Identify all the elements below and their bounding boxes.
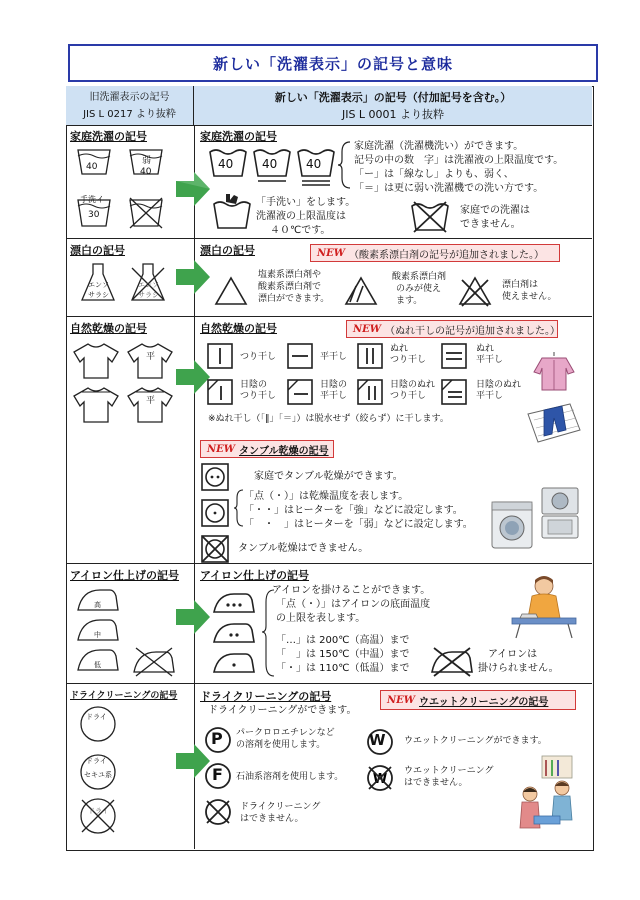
old-bleach-label: サラシ xyxy=(88,291,109,299)
svg-text:W: W xyxy=(372,772,388,787)
iron-temp-line: 「・」は 110℃（低温）まで xyxy=(276,663,410,674)
iron-temp-line: 「…」は 200℃（高温）まで xyxy=(276,635,410,646)
tumble-no-line: タンブル乾燥はできません。 xyxy=(238,543,369,554)
old-header-code: JIS L 0217 より抜粋 xyxy=(83,109,176,120)
arrow-icon xyxy=(176,172,212,206)
dry-new-banner xyxy=(346,320,558,338)
new-standard-header xyxy=(194,86,592,126)
old-handwash-temp: 30 xyxy=(88,210,100,220)
shade-drip-line-dry-icon xyxy=(356,378,384,406)
line-dry-label: つり干し xyxy=(240,352,277,362)
hand-wash-line: 「手洗い」をします。 xyxy=(256,197,356,208)
new-wash-title: 家庭洗濯の記号 xyxy=(200,130,277,143)
no-bleach-line: 使えません。 xyxy=(502,292,557,302)
wet-clean-new-banner xyxy=(380,690,576,710)
dryclean-p-line: の溶剤を使用します。 xyxy=(236,740,326,750)
old-no-wash-icon xyxy=(128,196,164,228)
old-wash-weak-label: 弱 xyxy=(142,156,152,166)
iron-temp-line: 「 」は 150℃（中温）まで xyxy=(276,649,410,660)
iron-mid-icon xyxy=(212,620,256,644)
tumble-new-banner xyxy=(200,440,334,458)
flat-dry-label: 平干し xyxy=(320,352,348,362)
oxygen-bleach-line: ます。 xyxy=(396,296,423,306)
wet-clean-title: ウエットクリーニングの記号 xyxy=(419,696,549,708)
shade-drip-flat-dry-icon xyxy=(440,378,468,406)
old-dry-title: 自然乾燥の記号 xyxy=(70,322,147,335)
brace-icon xyxy=(338,140,352,190)
oxygen-bleach-line: 酸素系漂白剤 xyxy=(392,272,447,282)
no-dryclean-icon xyxy=(204,798,232,826)
shade-flat-dry-icon xyxy=(286,378,314,406)
old-dryclean-label: ドライ xyxy=(86,757,107,765)
bleach-chlorine-line: 漂白ができます。 xyxy=(258,294,330,304)
hand-wash-line: 洗濯液の上限温度は xyxy=(256,211,346,222)
brace-icon xyxy=(234,488,244,528)
old-hang-dry-shirt-icon xyxy=(72,340,120,380)
wash-tub-temp: 40 xyxy=(218,157,234,171)
brace-icon xyxy=(262,588,276,678)
old-iron-label: 低 xyxy=(94,661,101,669)
tumble-line: 家庭でタンブル乾燥ができます。 xyxy=(254,471,403,482)
bleach-allowed-icon xyxy=(214,276,248,306)
shade-flat-dry-label: 日陰の 平干し xyxy=(320,380,348,401)
bleach-new-banner xyxy=(310,244,560,262)
drip-line-dry-label: ぬれ つり干し xyxy=(390,344,427,365)
wash-tub-very-weak-temp: 40 xyxy=(306,157,322,171)
oxygen-bleach-line: のみが使え xyxy=(396,284,442,294)
wash-desc-line: 「ー」は「線なし」よりも、弱く、 xyxy=(354,169,514,180)
old-iron-label: 高 xyxy=(94,601,101,609)
old-no-bleach-label: サラシ xyxy=(138,291,159,299)
no-iron-icon xyxy=(430,644,474,676)
old-wash-title: 家庭洗濯の記号 xyxy=(70,130,147,143)
no-iron-line: 掛けられません。 xyxy=(478,663,559,674)
drying-rack-illustration xyxy=(526,400,582,448)
shade-drip-line-dry-label: 日陰のぬれ つり干し xyxy=(390,380,436,401)
no-dryclean-line: はできません。 xyxy=(240,814,304,824)
drip-line-dry-icon xyxy=(356,342,384,370)
old-shade-dry-shirt-icon xyxy=(72,384,120,424)
ironing-person-illustration xyxy=(510,574,576,638)
no-tumble-dry-icon xyxy=(200,534,230,564)
old-bleach-label: エンソ xyxy=(88,281,109,289)
tumble-dry-low-icon xyxy=(200,498,230,528)
tumble-dry-high-icon xyxy=(200,462,230,492)
old-dryclean-title: ドライクリーニングの記号 xyxy=(70,691,178,701)
wash-tub-weak-temp: 40 xyxy=(262,157,278,171)
hanging-sweater-illustration xyxy=(532,350,576,394)
old-handwash-label: 手洗イ xyxy=(80,195,104,204)
hand-wash-line: ４０℃です。 xyxy=(270,225,331,236)
old-shade-flat-label: 平 xyxy=(146,396,156,406)
no-wash-icon xyxy=(410,200,450,232)
washer-dryer-illustration xyxy=(490,500,534,550)
no-wash-line: 家庭での洗濯は xyxy=(460,205,530,216)
old-wash-weak-temp: 40 xyxy=(140,167,152,177)
new-badge: NEW xyxy=(317,247,345,259)
old-flat-label: 平 xyxy=(146,352,156,362)
hand-wash-icon xyxy=(212,196,252,230)
shade-line-dry-icon xyxy=(206,378,234,406)
shade-line-dry-label: 日陰の つり干し xyxy=(240,380,277,401)
new-badge: NEW xyxy=(387,694,415,706)
dry-new-note: （ぬれ干しの記号が追加されました。） xyxy=(385,325,560,337)
line-dry-icon xyxy=(206,342,234,370)
bleach-new-note: （酸素系漂白剤の記号が追加されました。） xyxy=(349,249,544,261)
no-dryclean-line: ドライクリーニング xyxy=(240,802,321,812)
wet-dry-note: ※ぬれ干し（「‖」「＝」）は脱水せず（絞らず）に干します。 xyxy=(208,414,449,424)
no-bleach-line: 漂白剤は xyxy=(502,280,539,290)
old-no-iron-icon xyxy=(132,646,176,676)
dryclean-p-letter: P xyxy=(211,729,223,748)
old-bleach-title: 漂白の記号 xyxy=(70,244,125,257)
bleach-chlorine-line: 塩素系漂白剤や xyxy=(258,270,322,280)
no-bleach-icon xyxy=(458,276,492,306)
arrow-icon xyxy=(176,600,212,634)
drip-flat-dry-label: ぬれ 平干し xyxy=(476,344,504,365)
no-iron-line: アイロンは xyxy=(488,649,538,660)
iron-high-icon xyxy=(212,590,256,614)
tumble-line: 「 ・ 」はヒーターを「弱」などに設定します。 xyxy=(244,519,473,530)
no-wash-line: できません。 xyxy=(460,219,521,230)
wash-desc-line: 家庭洗濯（洗濯機洗い）ができます。 xyxy=(354,141,524,152)
old-wash-temp: 40 xyxy=(86,162,98,172)
old-header-title: 旧洗濯表示の記号 xyxy=(89,92,170,103)
new-badge: NEW xyxy=(207,443,235,455)
old-no-dryclean-label: ドライ xyxy=(88,807,109,815)
row-divider xyxy=(66,683,592,684)
wash-desc-line: 記号の中の数 字」は洗濯液の上限温度です。 xyxy=(354,155,564,166)
dryclean-f-line: 石油系溶剤を使用します。 xyxy=(236,772,344,782)
new-dry-title: 自然乾燥の記号 xyxy=(200,322,277,335)
old-iron-label: 中 xyxy=(94,631,101,639)
old-dryclean-label: ドライ xyxy=(86,713,107,721)
cleaning-shop-illustration xyxy=(514,756,580,836)
tumble-line: 「・・」はヒーターを「強」などに設定します。 xyxy=(244,505,463,516)
old-no-bleach-label: エンソ xyxy=(138,281,159,289)
drip-flat-dry-icon xyxy=(440,342,468,370)
page-title-box xyxy=(68,44,598,82)
old-dryclean-petroleum-label: セキユ系 xyxy=(84,771,112,779)
old-dryclean-icon xyxy=(76,704,120,744)
bleach-chlorine-line: 酸素系漂白剤で xyxy=(258,282,322,292)
oxygen-bleach-icon xyxy=(344,276,378,306)
tumble-line: 「点（・）」は乾燥温度を表します。 xyxy=(244,491,409,502)
new-header-code: JIS L 0001 より抜粋 xyxy=(341,108,445,121)
column-divider xyxy=(194,126,195,849)
iron-desc-line: アイロンを掛けることができます。 xyxy=(272,585,431,596)
arrow-icon xyxy=(176,260,212,294)
no-wet-clean-line: ウエットクリーニング xyxy=(404,766,494,776)
row-divider xyxy=(66,316,592,317)
iron-low-icon xyxy=(212,650,256,674)
new-badge: NEW xyxy=(353,323,381,335)
new-bleach-title: 漂白の記号 xyxy=(200,244,255,257)
old-standard-header xyxy=(66,86,194,126)
old-iron-title: アイロン仕上げの記号 xyxy=(70,569,180,582)
dryclean-f-letter: F xyxy=(212,765,223,784)
row-divider xyxy=(66,238,592,239)
wet-clean-letter: W xyxy=(369,731,386,749)
no-wet-clean-icon xyxy=(366,764,394,792)
row-divider xyxy=(66,563,592,564)
dryclean-p-line: パークロロエチレンなど xyxy=(236,728,335,738)
no-wet-clean-line: はできません。 xyxy=(404,778,468,788)
wet-clean-line: ウエットクリーニングができます。 xyxy=(404,736,547,746)
flat-dry-icon xyxy=(286,342,314,370)
iron-desc-line: 「点（・）」はアイロンの底面温度 xyxy=(276,599,431,610)
wash-desc-line: 「＝」は更に弱い洗濯機での洗い方です。 xyxy=(354,183,544,194)
iron-desc-line: の上限を表します。 xyxy=(276,613,366,624)
new-dryclean-title: ドライクリーニングの記号 xyxy=(200,690,332,703)
page-title: 新しい「洗濯表示」の記号と意味 xyxy=(212,54,453,73)
new-header-title: 新しい「洗濯表示」の記号（付加記号を含む。） xyxy=(274,91,512,104)
shade-drip-flat-dry-label: 日陰のぬれ 平干し xyxy=(476,380,522,401)
tumble-title: タンブル乾燥の記号 xyxy=(239,445,329,457)
new-iron-title: アイロン仕上げの記号 xyxy=(200,569,310,582)
dryclean-intro: ドライクリーニングができます。 xyxy=(208,705,357,716)
tumble-dryer-illustration xyxy=(540,486,580,540)
